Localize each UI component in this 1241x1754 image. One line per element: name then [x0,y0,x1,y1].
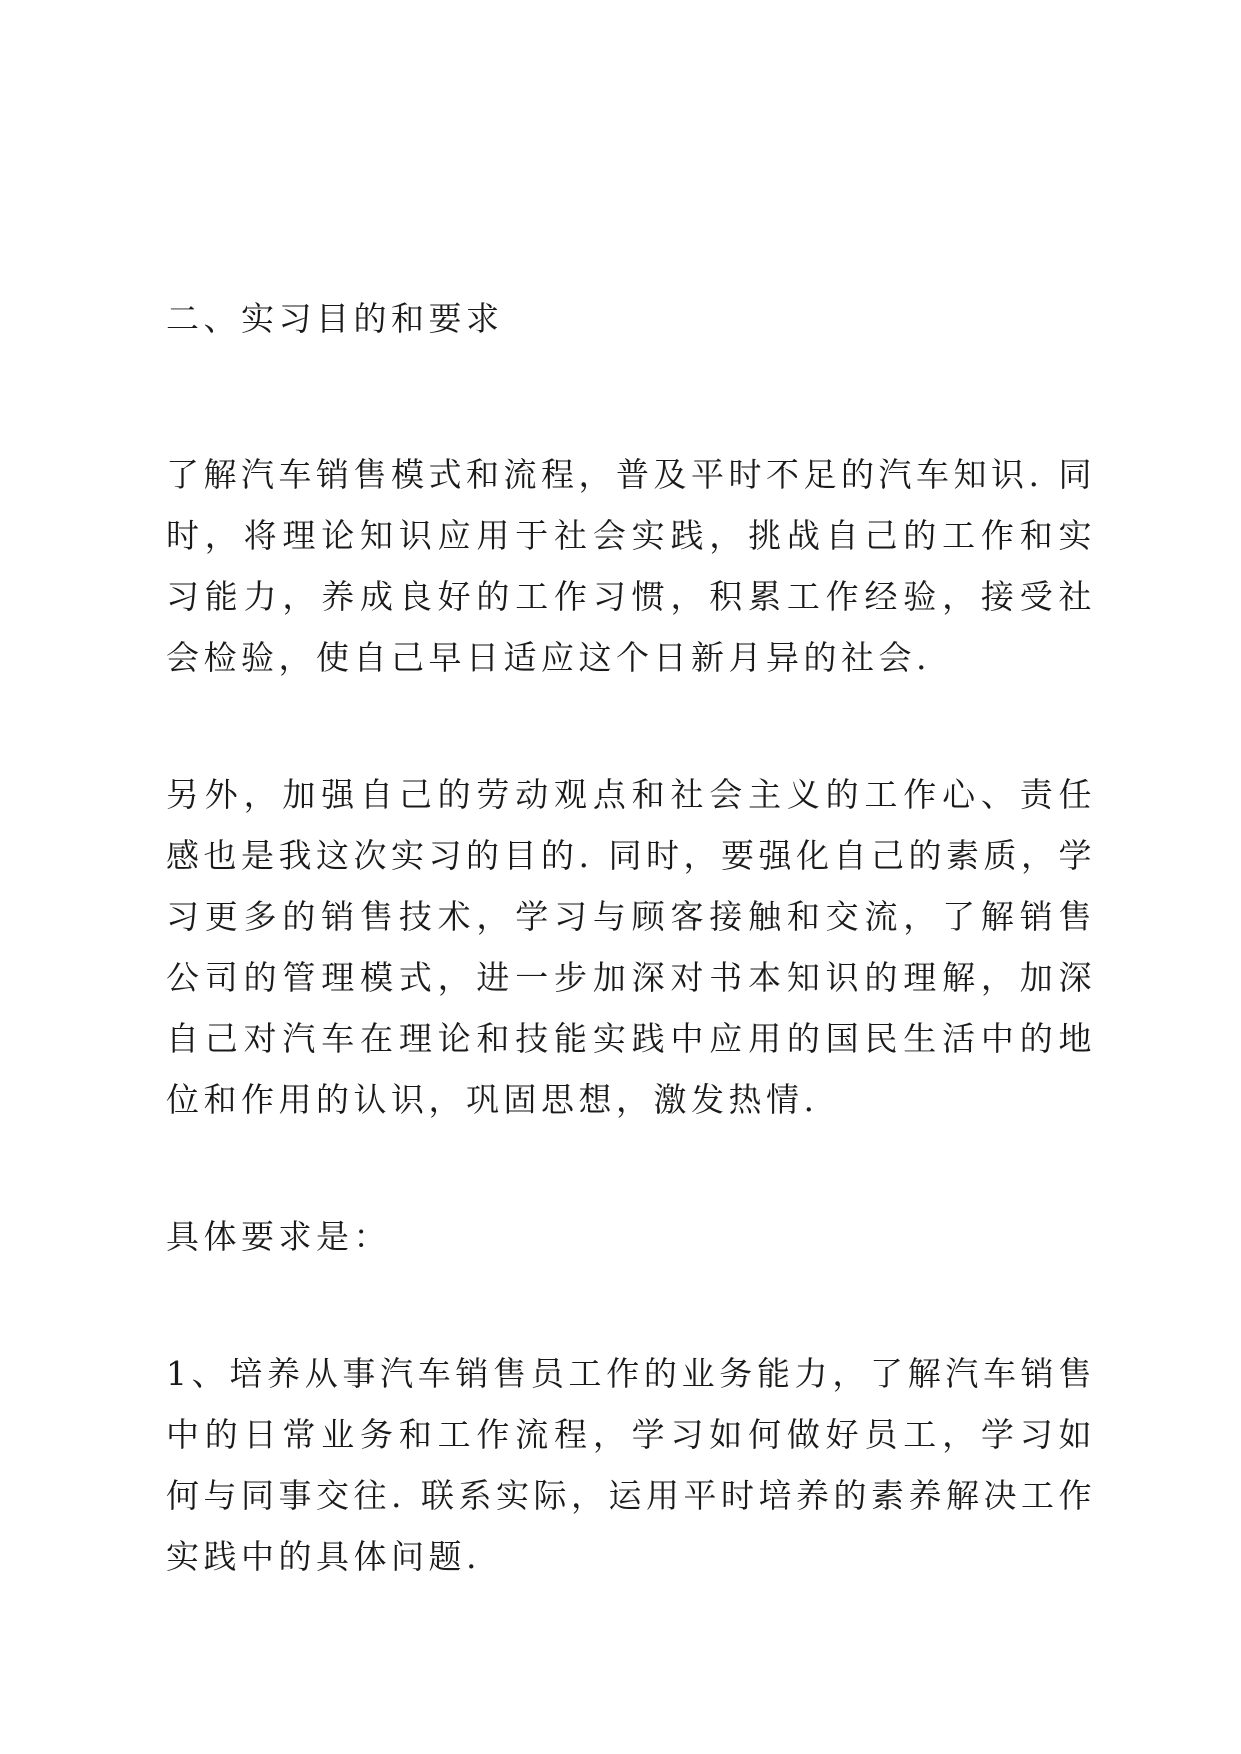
paragraph-gap [166,688,1096,764]
paragraph-gap [166,1267,1096,1343]
section-heading: 二、实习目的和要求 [166,299,504,338]
document-body [166,288,1096,1587]
paragraph-gap [166,1130,1096,1206]
paragraph-additional-goals: 另外，加强自己的劳动观点和社会主义的工作心、责任感也是我这次实习的目的. 同时，要强化自己的素质，学习更多的销售技术，学习与顾客接触和交流，了解销售公司的管理模式，进一步加深对书本知识的理解，加深自己对汽车在理论和技能实践中应用的国民生活中的地位和作用的认识，巩固思想，激发热情. [166,775,1096,1119]
paragraph-requirements-intro: 具体要求是： [166,1217,391,1256]
paragraph-purpose: 了解汽车销售模式和流程，普及平时不足的汽车知识. 同时，将理论知识应用于社会实践，挑战自己的工作和实习能力，养成良好的工作习惯，积累工作经验，接受社会检验，使自己早日适应这个日新月异的社会. [166,455,1096,677]
paragraph-requirement-1: 1、培养从事汽车销售员工作的业务能力，了解汽车销售中的日常业务和工作流程，学习如何做好员工，学习如何与同事交往. 联系实际，运用平时培养的素养解决工作实践中的具体问题. [166,1354,1096,1576]
